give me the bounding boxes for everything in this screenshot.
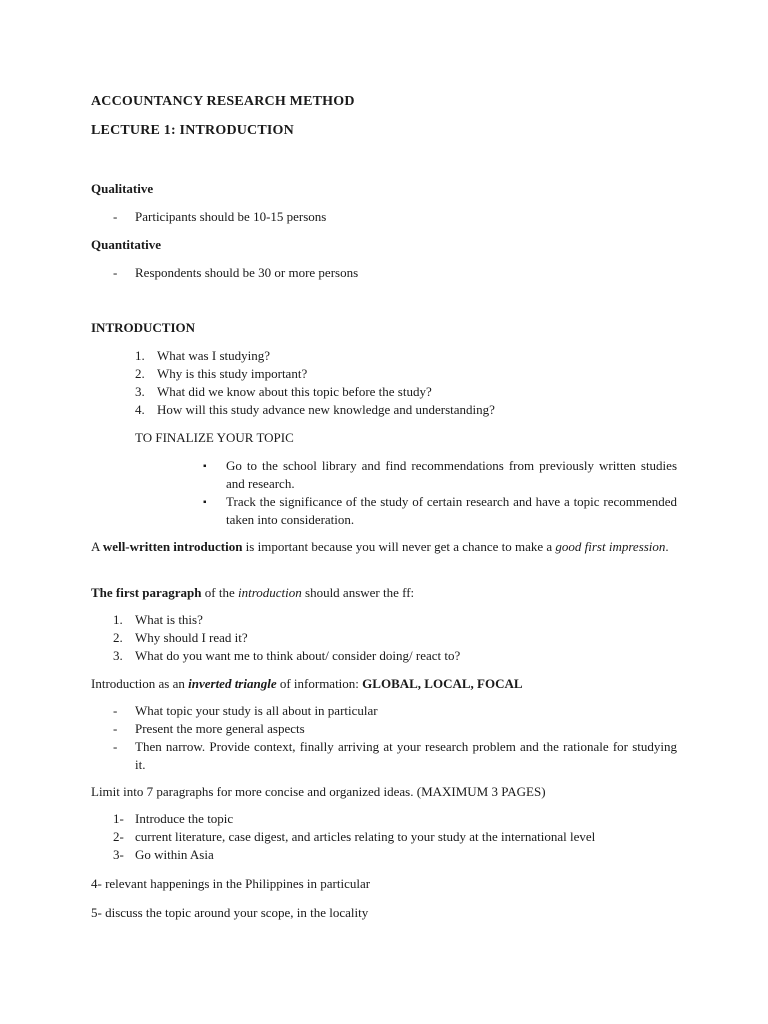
list-item-text: Introduce the topic — [135, 811, 234, 826]
list-item-text: What is this? — [135, 612, 203, 627]
triangle-dash: - — [113, 721, 118, 736]
question-number: 1. — [135, 348, 145, 363]
qualitative-dash: - — [113, 209, 118, 224]
triangle-dash: - — [113, 739, 118, 754]
lecture-title: LECTURE 1: INTRODUCTION — [91, 123, 294, 138]
list-number: 2- — [113, 829, 124, 844]
qualitative-heading: Qualitative — [91, 181, 154, 196]
finalize-bullet: Go to the school library and find recommendations from previously written studies and research. — [226, 458, 677, 491]
question-text: What did we know about this topic before the study? — [157, 384, 432, 399]
triangle-dash: - — [113, 703, 118, 718]
finalize-bullet: Track the significance of the study of certain research and have a topic recommended taken into consideration. — [226, 494, 677, 527]
square-bullet-icon: ▪ — [203, 461, 207, 472]
list-item-text: Go within Asia — [135, 847, 214, 862]
emphasis-text: inverted triangle — [188, 676, 277, 691]
first-paragraph-intro — [91, 584, 414, 602]
limit-item-4: 4- relevant happenings in the Philippines in particular — [91, 876, 371, 891]
document-title: ACCOUNTANCY RESEARCH METHOD — [91, 94, 355, 109]
paragraph-text: . — [665, 539, 669, 554]
emphasis-text: well-written introduction — [102, 539, 243, 554]
finalize-heading: TO FINALIZE YOUR TOPIC — [135, 430, 294, 445]
question-text: What was I studying? — [157, 348, 271, 363]
paragraph-text: of the — [204, 585, 235, 600]
triangle-item: What topic your study is all about in particular — [135, 703, 378, 718]
triangle-item: Present the more general aspects — [135, 721, 305, 736]
emphasis-text: GLOBAL, LOCAL, FOCAL — [362, 676, 523, 691]
paragraph-text: should answer the ff: — [305, 585, 415, 600]
paragraph-text: Introduction as an — [91, 676, 185, 691]
paragraph-text: is important because you will never get a chance to make a — [245, 539, 553, 554]
well-written-paragraph — [91, 538, 677, 556]
triangle-item: Then narrow. Provide context, finally arriving at your research problem and the rationale for studying it. — [135, 739, 677, 772]
question-text: Why is this study important? — [157, 366, 308, 381]
question-number: 3. — [135, 384, 145, 399]
limit-paragraph: Limit into 7 paragraphs for more concise and organized ideas. (MAXIMUM 3 PAGES) — [91, 784, 546, 799]
inverted-triangle-line — [91, 675, 523, 693]
list-item-text: current literature, case digest, and articles relating to your study at the international level — [135, 829, 596, 844]
question-number: 2. — [135, 366, 145, 381]
paragraph-text: A — [91, 539, 100, 554]
emphasis-text: The first paragraph — [91, 585, 202, 600]
question-number: 4. — [135, 402, 145, 417]
list-number: 1. — [113, 612, 123, 627]
list-number: 3- — [113, 847, 124, 862]
emphasis-text: good first impression — [555, 539, 666, 554]
limit-item-5: 5- discuss the topic around your scope, in the locality — [91, 905, 369, 920]
introduction-heading: INTRODUCTION — [91, 320, 196, 335]
square-bullet-icon: ▪ — [203, 497, 207, 508]
quantitative-dash: - — [113, 265, 118, 280]
list-item-text: Why should I read it? — [135, 630, 248, 645]
qualitative-item: Participants should be 10-15 persons — [135, 209, 327, 224]
list-item-text: What do you want me to think about/ consider doing/ react to? — [135, 648, 461, 663]
question-text: How will this study advance new knowledge and understanding? — [157, 402, 495, 417]
list-number: 2. — [113, 630, 123, 645]
paragraph-text: of information: — [279, 676, 359, 691]
emphasis-text: introduction — [237, 585, 302, 600]
quantitative-item: Respondents should be 30 or more persons — [135, 265, 359, 280]
list-number: 3. — [113, 648, 123, 663]
list-number: 1- — [113, 811, 124, 826]
quantitative-heading: Quantitative — [91, 237, 162, 252]
